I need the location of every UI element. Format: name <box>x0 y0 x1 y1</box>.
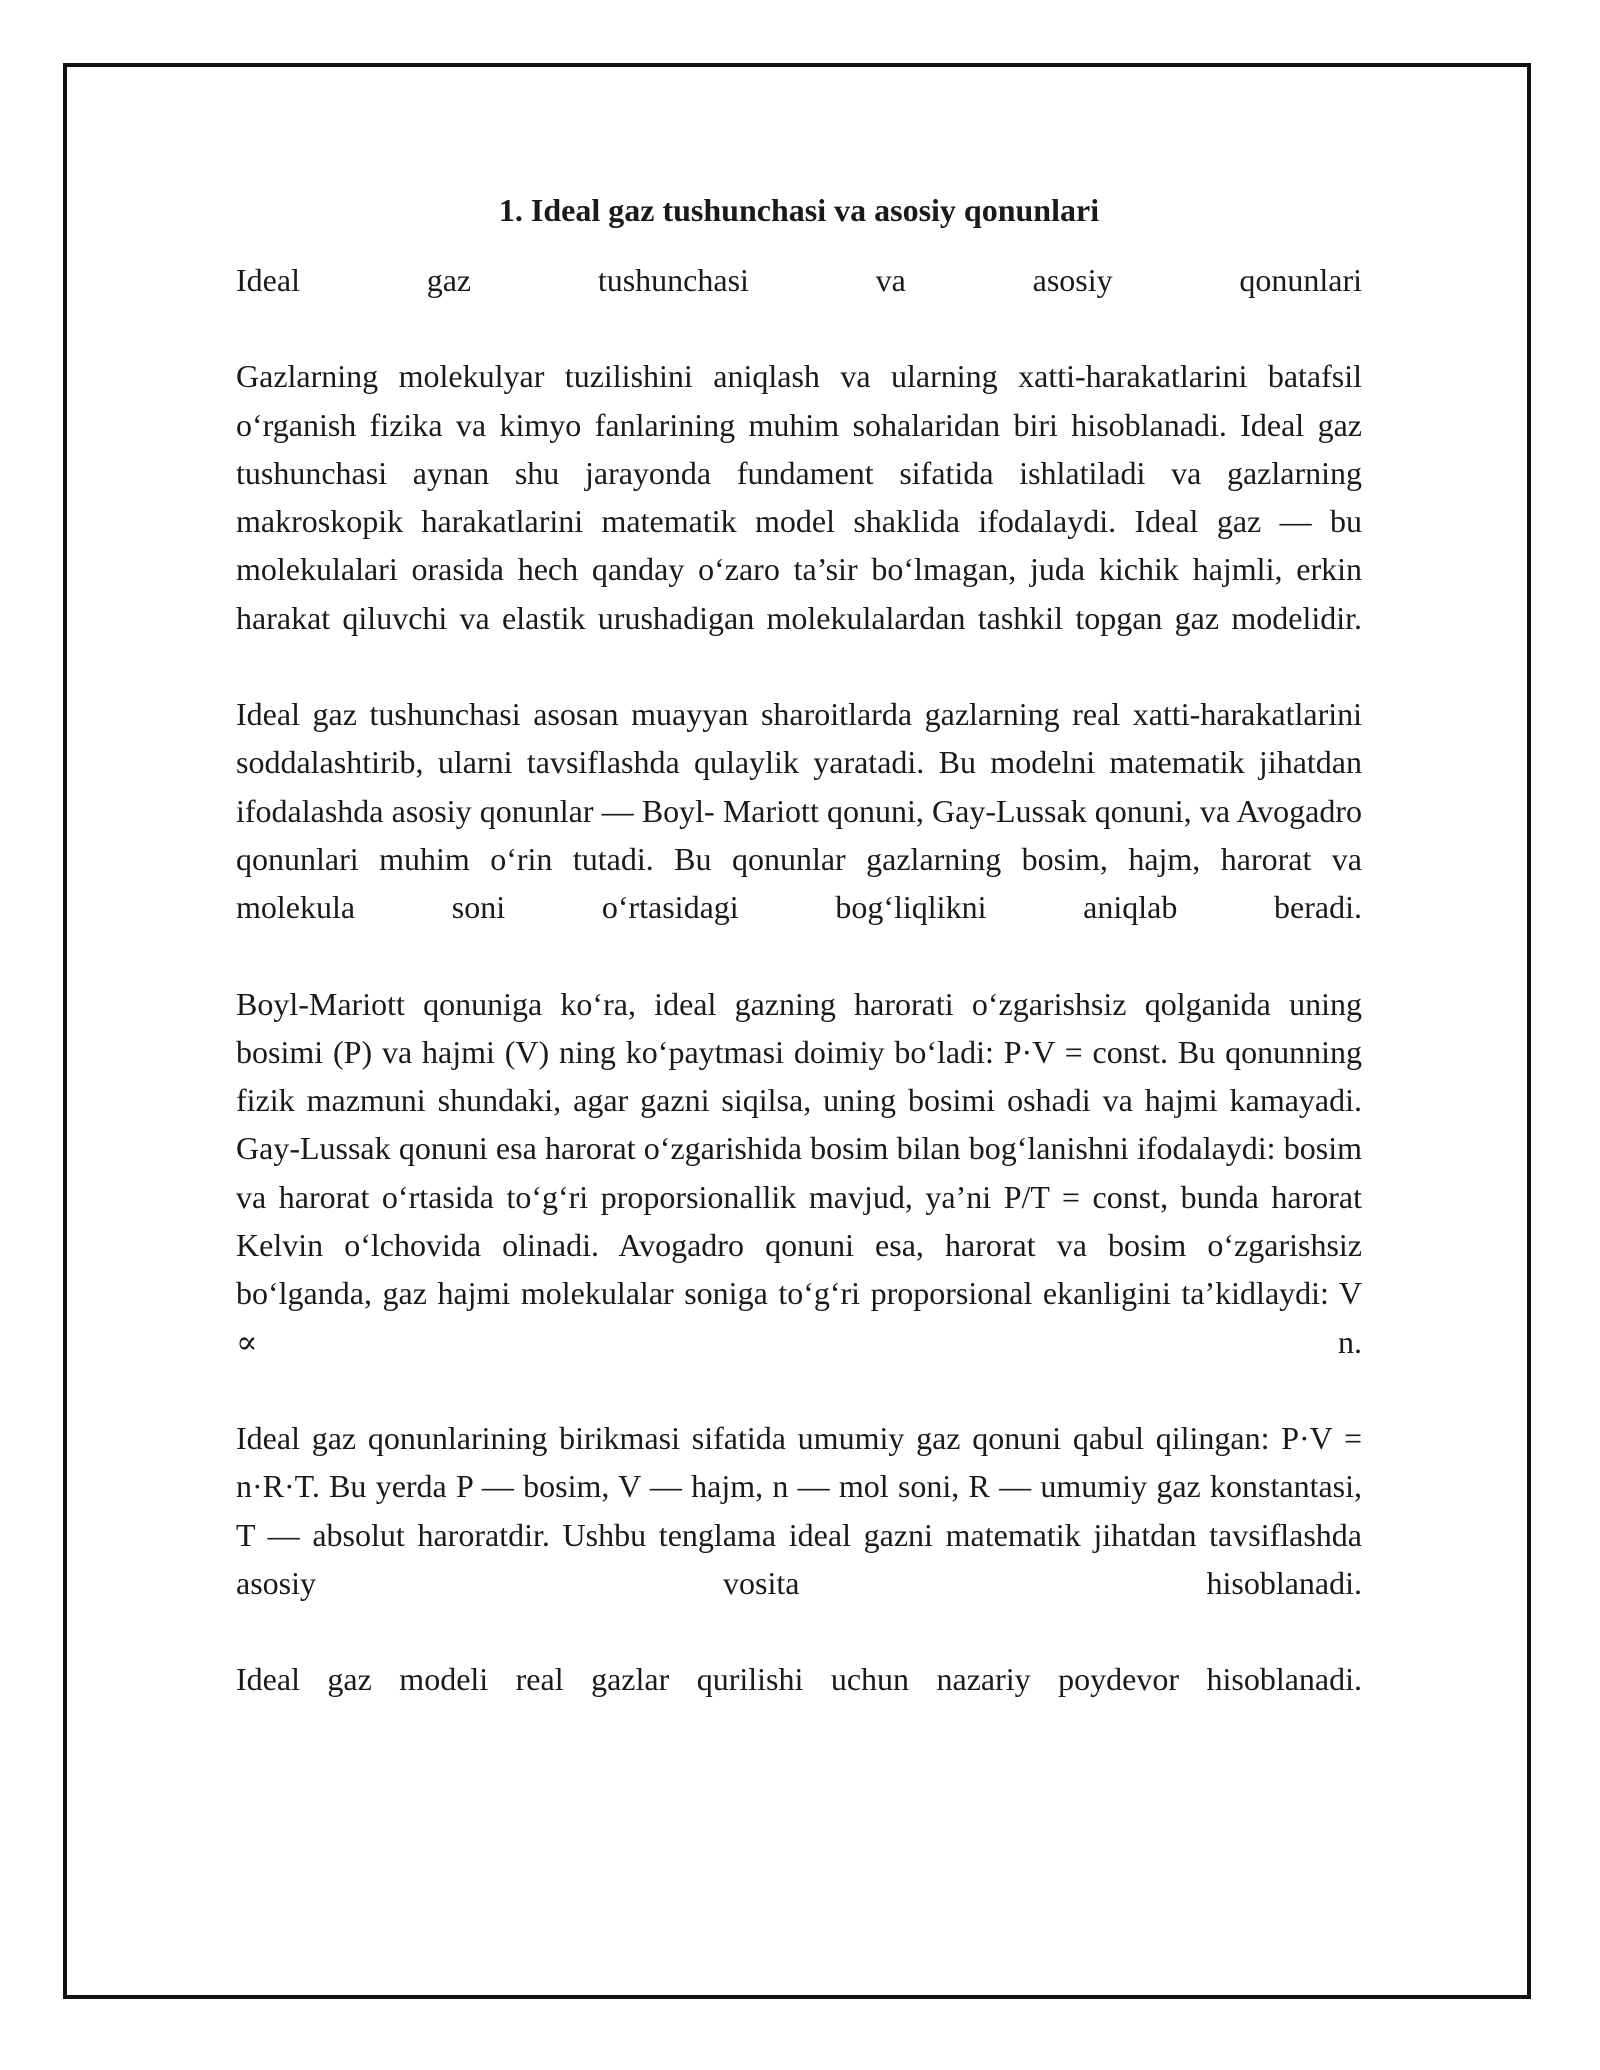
document-body <box>236 186 1362 1751</box>
paragraph-general-law: Ideal gaz qonunlarining birikmasi sifatida umumiy gaz qonuni qabul qilingan: P·V = n·R·T. Bu yerda P — bosim, V — hajm, n — mol soni, R — umumiy gaz konstantasi, T — absolut haroratdir. Ushbu tenglama ideal gazni matematik jihatdan tavsiflashda asosiy vosita hisoblanadi. <box>236 1419 1362 1601</box>
paragraph-model: Ideal gaz tushunchasi asosan muayyan sharoitlarda gazlarning real xatti-harakatlarini soddalashtirib, ularni tavsiflashda qulaylik yaratadi. Bu modelni matematik jihatdan ifodalashda asosiy qonunlar — Boyl- Mariott qonuni, Gay-Lussak qonuni, va Avogadro qonunlari muhim o‘rin tutadi. Bu qonunlar gazlarning bosim, hajm, harorat va molekula soni o‘rtasidagi bog‘liqlikni aniqlab beradi. <box>236 696 1362 926</box>
subtitle-paragraph: Ideal gaz tushunchasi va asosiy qonunlari <box>236 262 1362 298</box>
paragraph-intro: Gazlarning molekulyar tuzilishini aniqlash va ularning xatti-harakatlarini batafsil o‘rganish fizika va kimyo fanlarining muhim sohalaridan biri hisoblanadi. Ideal gaz tushunchasi aynan shu jarayonda fundament sifatida ishlatiladi va gazlarning makroskopik harakatlarini matematik model shaklida ifodalaydi. Ideal gaz — bu molekulalari orasida hech qanday o‘zaro ta’sir bo‘lmagan, juda kichik hajmli, erkin harakat qiluvchi va elastik urushadigan molekulalardan tashkil topgan gaz modelidir. <box>236 358 1362 636</box>
paragraph-conclusion: Ideal gaz modeli real gazlar qurilishi uchun nazariy poydevor hisoblanadi. <box>236 1661 1362 1698</box>
paragraph-laws: Boyl-Mariott qonuniga ko‘ra, ideal gazning harorati o‘zgarishsiz qolganida uning bosimi (P) va hajmi (V) ning ko‘paytmasi doimiy bo‘ladi: P·V = const. Bu qonunning fizik mazmuni shundaki, agar gazni siqilsa, uning bosimi oshadi va hajmi kamayadi. Gay-Lussak qonuni esa harorat o‘zgarishida bosim bilan bog‘lanishni ifodalaydi: bosim va harorat o‘rtasida to‘g‘ri proporsionallik mavjud, ya’ni P/T = const, bunda harorat Kelvin o‘lchovida olinadi. Avogadro qonuni esa, harorat va bosim o‘zgarishsiz bo‘lganda, gaz hajmi molekulalar soniga to‘g‘ri proporsional ekanligini ta’kidlaydi: V ∝ n. <box>236 985 1362 1360</box>
document-title: 1. Ideal gaz tushunchasi va asosiy qonunlari <box>498 192 1100 228</box>
